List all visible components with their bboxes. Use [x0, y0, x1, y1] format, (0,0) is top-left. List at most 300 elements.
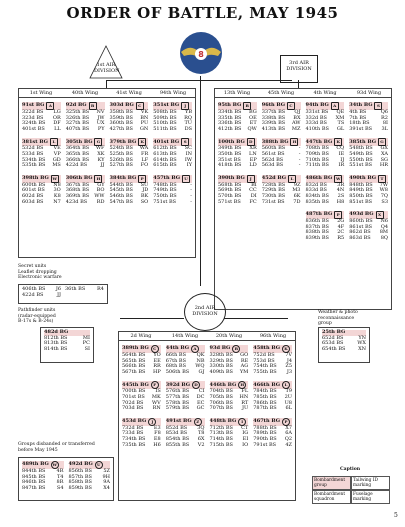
squadron-name: 790th BS	[253, 435, 277, 442]
squadron-name: 334th BS	[218, 109, 242, 115]
squadron-row	[110, 200, 149, 206]
squadron-name: 848th BS	[349, 181, 373, 188]
group-block	[66, 175, 105, 205]
squadron-code: GL	[336, 125, 345, 132]
squadron-row	[306, 127, 345, 133]
squadron-name: 791st BS	[253, 441, 277, 448]
squadron-code: DC	[196, 393, 205, 400]
squadron-code: IW	[184, 156, 192, 163]
squadron-code: YN	[358, 334, 366, 341]
squadron-name: 544th BS	[109, 181, 133, 188]
wing-label: 94th Wing	[159, 90, 187, 96]
squadron-name: 407th BS	[65, 125, 90, 132]
group-name: 389th BG	[122, 345, 149, 352]
squadron-name: 706th BS	[209, 399, 233, 406]
connector-line	[224, 318, 288, 319]
squadron-name: 511th BS	[153, 125, 177, 132]
group-block	[22, 102, 61, 132]
squadron-code: 4F	[337, 223, 345, 230]
second-division-badge	[184, 293, 226, 331]
squadron-code: J3	[286, 368, 292, 375]
squadron-code: U8	[284, 399, 292, 406]
page-title: ORDER OF BATTLE, MAY 1945	[66, 4, 339, 22]
squadron-code: JU	[242, 405, 249, 412]
squadron-code: IO	[242, 441, 249, 448]
squadron-code: HP	[153, 368, 161, 375]
squadron-name: 732d BS	[122, 424, 144, 431]
squadron-code: SI	[84, 345, 90, 352]
squadron-code: WA	[139, 145, 149, 152]
squadron-row	[66, 127, 105, 133]
group-block	[110, 175, 149, 205]
group-name: 466th BG	[253, 381, 280, 388]
squadron-row	[22, 127, 61, 133]
group-name: 486th BG	[305, 174, 333, 181]
squadron-name: 862d BS	[349, 229, 371, 236]
squadron-code: 2U	[284, 393, 292, 400]
group-header: 482d BG	[44, 330, 90, 336]
squadron-name: 526th BS	[109, 156, 133, 163]
squadron-code: DS	[184, 125, 192, 132]
empty-cell	[262, 211, 301, 241]
tail-marking-icon: I	[238, 418, 246, 426]
squadron-name: 508th BS	[153, 109, 177, 115]
group-name: 445th BG	[122, 381, 149, 388]
squadron-name: 578th BS	[165, 399, 190, 406]
squadron-code: MZ	[291, 125, 301, 132]
squadron-name: 863d BS	[349, 234, 371, 241]
squadron-code: XK	[97, 150, 105, 157]
squadron-code: 4R	[56, 468, 64, 474]
squadron-code: Q6	[380, 109, 388, 115]
squadron-name: 333d BS	[305, 120, 327, 127]
squadron-name: 418th BS	[218, 162, 242, 169]
tail-marking-icon: C	[136, 102, 144, 110]
squadron-name: 533d BS	[22, 150, 44, 157]
squadron-name: 751st BS	[153, 198, 177, 205]
squadron-name: 570th BS	[218, 192, 242, 199]
squadron-code: WQ	[195, 363, 205, 370]
squadron-code: MI	[82, 334, 90, 341]
squadron-name: 849th BS	[349, 187, 373, 194]
squadron-name: 568th BS	[218, 181, 242, 188]
pathfinder-table	[40, 327, 94, 363]
squadron-name: 422d BS	[65, 162, 88, 169]
squadron-name: 730th BS	[261, 192, 286, 199]
pathfinder-label: Pathfinder units (radar-equipped B-17s & B-24s)	[18, 308, 56, 324]
group-name: 490th BG	[349, 174, 376, 181]
group-name: 384th BG	[109, 174, 137, 181]
squadron-name: 509th BS	[153, 114, 177, 121]
squadron-code: -	[298, 150, 301, 157]
first-division-label: 1st AIR DIVISION	[94, 62, 120, 74]
squadron-code: PY	[97, 125, 105, 132]
squadron-code: GD	[52, 156, 61, 163]
squadron-name: 579th BS	[165, 405, 190, 412]
squadron-name: 852d BS	[165, 424, 188, 431]
squadron-row	[253, 443, 292, 449]
tail-marking-icon: B	[89, 102, 97, 110]
wing-label: 96th Wing	[259, 333, 287, 339]
group-name: 96th BG	[261, 102, 285, 109]
squadron-code: AW	[291, 120, 301, 127]
squadron-code: RT	[241, 399, 249, 406]
group-name: 93d BG	[209, 345, 231, 352]
squadron-code: JD	[142, 187, 149, 194]
connector-line	[106, 80, 292, 81]
squadron-code: LD	[249, 162, 257, 169]
tail-marking-icon: W	[52, 462, 57, 467]
squadron-name: 364th BS	[65, 145, 90, 152]
squadron-code: GC	[196, 405, 205, 412]
squadron-code: WV	[152, 399, 161, 406]
squadron-code: XR	[249, 145, 257, 152]
squadron-name: 703d BS	[122, 405, 144, 412]
squadron-name: 401st BS	[22, 125, 45, 132]
squadron-row	[66, 200, 105, 206]
squadron-code: 9Z	[293, 181, 301, 188]
squadron-code: X7	[285, 424, 292, 431]
page-number: 5	[394, 512, 398, 519]
squadron-code: YM	[239, 368, 249, 375]
squadron-code: SU	[140, 181, 149, 188]
squadron-code: Q4	[380, 223, 388, 230]
squadron-name: 532d BS	[22, 145, 44, 152]
group-block	[210, 418, 249, 448]
squadron-row	[69, 486, 111, 492]
squadron-code: 9A	[103, 479, 110, 486]
squadron-name: 601st BS	[22, 187, 45, 194]
squadron-name: 851st BS	[349, 198, 373, 205]
squadron-code: M3	[292, 187, 301, 194]
wing-header-row	[19, 89, 195, 98]
group-name: 92d BG	[65, 102, 87, 109]
squadron-row	[253, 370, 292, 376]
group-name: 492d BG	[68, 461, 93, 468]
wing-label: 14th Wing	[171, 333, 199, 339]
squadron-row	[122, 406, 161, 412]
squadron-name: 546th BS	[109, 192, 133, 199]
squadron-name: 359th BS	[109, 114, 133, 121]
squadron-code: IJ	[340, 156, 345, 163]
group-block	[166, 345, 205, 375]
squadron-row	[349, 236, 388, 242]
connector-line	[120, 318, 184, 319]
secret-units-table	[18, 284, 108, 304]
squadron-name: 729th BS	[261, 187, 286, 194]
squadron-code: PU	[140, 120, 149, 127]
squadron-code: YO	[153, 352, 161, 358]
squadron-name: 339th BS	[261, 120, 286, 127]
squadron-code: -	[190, 181, 192, 188]
wing-label: 4th Wing	[313, 90, 337, 96]
squadron-code: QE	[336, 109, 345, 115]
squadron-name: 857th BS	[68, 473, 92, 480]
squadron-name: 734th BS	[122, 435, 146, 442]
squadron-name: 527th BS	[109, 162, 133, 169]
squadron-name: 752d BS	[253, 352, 275, 358]
squadron-name: 325th BS	[65, 109, 90, 115]
group-block	[218, 138, 257, 168]
squadron-code: BN	[140, 114, 149, 121]
group-block	[122, 345, 161, 375]
squadron-code: 4N	[336, 187, 345, 194]
squadron-name: 652d BS	[322, 334, 344, 341]
squadron-name: 786th BS	[253, 399, 277, 406]
squadron-code: CT	[241, 424, 249, 431]
squadron-code: 3O	[53, 187, 61, 194]
squadron-name: 711th BS	[305, 162, 329, 169]
squadron-code: XN	[358, 345, 366, 352]
group-name: 446th BG	[209, 381, 237, 388]
squadron-code: JJ	[100, 162, 105, 169]
squadron-name: 859th BS	[68, 484, 92, 491]
squadron-name: 784th BS	[253, 388, 277, 395]
squadron-row	[218, 163, 257, 169]
squadron-code: HN	[239, 393, 249, 400]
group-name: 94th BG	[305, 102, 329, 109]
group-name: 493d BG	[349, 211, 374, 218]
squadron-code: EP	[249, 156, 257, 163]
squadron-code: LL	[54, 125, 61, 132]
tail-marking-icon: H	[94, 175, 102, 183]
tail-marking-icon: J	[247, 175, 255, 183]
tail-marking-icon: L	[50, 138, 58, 146]
connector-line	[298, 80, 299, 88]
squadron-name: 853d BS	[165, 430, 188, 437]
squadron-code: RQ	[184, 114, 192, 121]
squadron-name: 846th BS	[22, 479, 46, 486]
group-name: 401st BG	[153, 138, 180, 145]
secret-row	[22, 293, 61, 299]
group-block	[306, 138, 345, 168]
squadron-name: 701st BS	[122, 393, 145, 400]
caption-fuselage: Fuselage marking	[351, 490, 390, 504]
secret-row	[65, 287, 104, 293]
squadron-name: 749th BS	[153, 187, 177, 194]
squadron-code: 8R	[56, 479, 64, 486]
squadron-name: 836th BS	[305, 218, 329, 225]
squadron-name: 564th BS	[122, 352, 146, 358]
squadron-code: 7D	[293, 198, 301, 205]
group-block	[306, 211, 345, 241]
squadron-name: 754th BS	[253, 363, 277, 370]
wing-label: 20th Wing	[215, 333, 243, 339]
squadron-code: QW	[247, 125, 257, 132]
group-block	[166, 381, 205, 411]
squadron-code: JW	[97, 114, 105, 121]
tail-marking-icon: W	[52, 175, 57, 181]
air-force-emblem-icon	[178, 30, 224, 76]
group-block	[306, 175, 345, 205]
squadron-row	[44, 347, 90, 353]
squadron-name: 391st BS	[349, 125, 373, 132]
small-group	[319, 328, 369, 354]
group-name: 457th BG	[153, 174, 180, 181]
squadron-code: WF	[95, 145, 105, 152]
group-name: 467th BG	[253, 417, 280, 424]
disbanded-label: Groups disbanded or transferred before May 1945	[18, 442, 95, 453]
group-name: 351st BG	[153, 102, 180, 109]
squadron-name: 545th BS	[109, 187, 133, 194]
wing-label: 93d Wing	[356, 90, 382, 96]
squadron-code: EE	[153, 357, 161, 364]
caption-group: Bombardment group	[312, 476, 351, 490]
disbanded-table	[18, 457, 114, 501]
tail-marking-icon: S	[181, 138, 189, 146]
tail-marking-icon: Z	[194, 418, 202, 426]
group-block	[253, 418, 292, 448]
squadron-code: -	[190, 198, 192, 205]
wing-label: 40th Wing	[71, 90, 99, 96]
group-block	[66, 102, 105, 132]
squadron-row	[349, 127, 388, 133]
squadron-code: UX	[96, 120, 105, 127]
squadron-code: RR	[153, 363, 161, 370]
group-block	[22, 461, 64, 491]
squadron-row	[262, 200, 301, 206]
squadron-code: 2C	[337, 229, 345, 236]
tail-marking-icon: J	[181, 102, 189, 110]
squadron-code: VK	[140, 109, 149, 115]
squadron-code: -	[298, 145, 301, 152]
squadron-name: 366th BS	[65, 156, 90, 163]
squadron-code: IN	[185, 150, 192, 157]
group-block	[349, 211, 388, 241]
squadron-name: 712th BS	[209, 424, 233, 431]
squadron-name: 704th BS	[209, 388, 233, 395]
squadron-code: MK	[151, 393, 161, 400]
third-division-label: 3rd AIR DIVISION	[286, 60, 312, 72]
group-block	[306, 102, 345, 132]
squadron-code: XM	[335, 114, 345, 121]
squadron-code: AG	[240, 363, 249, 370]
squadron-row	[210, 443, 249, 449]
squadron-name: 549th BS	[349, 150, 373, 157]
squadron-name: 603d BS	[22, 198, 44, 205]
squadron-code: HR	[379, 162, 388, 169]
squadron-name: 562d BS	[261, 156, 284, 163]
squadron-name: 814th BS	[44, 345, 68, 352]
squadron-name: 788th BS	[253, 424, 277, 431]
squadron-name: 365th BS	[65, 150, 90, 157]
squadron-name: 850th BS	[349, 192, 373, 199]
group-block	[110, 138, 149, 168]
group-name: 100th BG	[218, 138, 245, 145]
group-block	[218, 175, 257, 205]
tail-marking-icon: P	[334, 211, 342, 219]
group-block	[22, 175, 61, 205]
squadron-name: 331st BS	[305, 109, 329, 115]
tail-marking-icon: L	[282, 381, 290, 389]
tail-marking-icon: P	[282, 418, 290, 426]
weather-label: Weather & photo reconnaissance group	[318, 310, 358, 326]
second-division-label: 2nd AIR DIVISION	[192, 305, 218, 317]
group-block	[153, 175, 192, 205]
squadron-code: RN	[152, 405, 161, 412]
squadron-name: 709th BS	[305, 150, 329, 157]
squadron-name: 714th BS	[209, 435, 233, 442]
squadron-row	[349, 163, 388, 169]
squadron-row	[166, 443, 205, 449]
squadron-code: T8	[197, 430, 205, 437]
squadron-name: 323d BS	[22, 114, 44, 121]
squadron-row	[110, 163, 149, 169]
squadron-code: IY	[186, 162, 192, 169]
tail-marking-icon: U	[182, 175, 190, 183]
squadron-name: 67th BS	[165, 357, 187, 364]
squadron-name: 423d BS	[65, 198, 88, 205]
tail-marking-icon: D	[247, 138, 255, 146]
tail-marking-icon: U	[95, 461, 103, 469]
squadron-code: QJ	[294, 109, 301, 115]
squadron-name: 787th BS	[253, 405, 277, 412]
squadron-name: 360th BS	[109, 120, 133, 127]
squadron-code: F8	[154, 430, 161, 437]
secret-grid	[19, 285, 107, 300]
squadron-row	[166, 406, 205, 412]
squadron-name: 409th BS	[209, 368, 233, 375]
squadron-name: 550th BS	[349, 156, 373, 163]
tail-marking-icon: K	[282, 345, 290, 353]
squadron-name: 336th BS	[218, 120, 242, 127]
squadron-name: 602d BS	[22, 192, 44, 199]
group-name: 34th BG	[349, 102, 373, 109]
tail-marking-icon: C	[287, 102, 295, 110]
tail-marking-icon: D	[192, 381, 200, 389]
group-block	[262, 175, 301, 205]
squadron-name: 733d BS	[122, 430, 144, 437]
squadron-code: FL	[241, 388, 249, 395]
squadron-code: LF	[141, 156, 149, 163]
squadron-name: 705th BS	[209, 393, 233, 400]
squadron-name: 854th BS	[165, 435, 190, 442]
squadron-code: SG	[380, 156, 388, 163]
squadron-row	[306, 236, 345, 242]
caption-tail: Tailwing ID marking	[351, 476, 390, 490]
tail-marking-icon: X	[376, 211, 384, 219]
squadron-code: 4Z	[285, 441, 292, 448]
squadron-code: -	[298, 156, 301, 163]
group-name: 305th BG	[65, 138, 93, 145]
squadron-name: 565th BS	[122, 357, 146, 364]
squadron-name: 614th BS	[153, 156, 177, 163]
squadron-code: GO	[240, 352, 249, 358]
squadron-code: GX	[380, 145, 388, 152]
group-name: 458th BG	[253, 345, 280, 352]
squadron-name: 812th BS	[44, 334, 68, 341]
squadron-code: W8	[379, 187, 388, 194]
squadron-code: 8I	[382, 120, 388, 127]
caption-title: Caption	[340, 467, 361, 472]
squadron-code: 9H	[102, 473, 110, 480]
squadron-name: 413th BS	[261, 125, 286, 132]
tail-marking-icon: B	[243, 102, 251, 110]
squadron-name: 845th BS	[22, 473, 46, 480]
first-division-badge	[88, 44, 124, 80]
squadron-code: J6	[55, 286, 61, 292]
group-grid	[19, 98, 195, 209]
squadron-name: 731st BS	[261, 198, 285, 205]
tail-marking-icon: H	[238, 381, 246, 389]
squadron-name: 36th BS	[65, 286, 86, 292]
squadron-code: -	[190, 187, 192, 194]
squadron-row	[322, 347, 366, 353]
squadron-name: 834th BS	[305, 192, 329, 199]
squadron-code: TS	[337, 120, 345, 127]
squadron-code: GY	[97, 181, 105, 188]
squadron-code: X4	[103, 484, 110, 491]
